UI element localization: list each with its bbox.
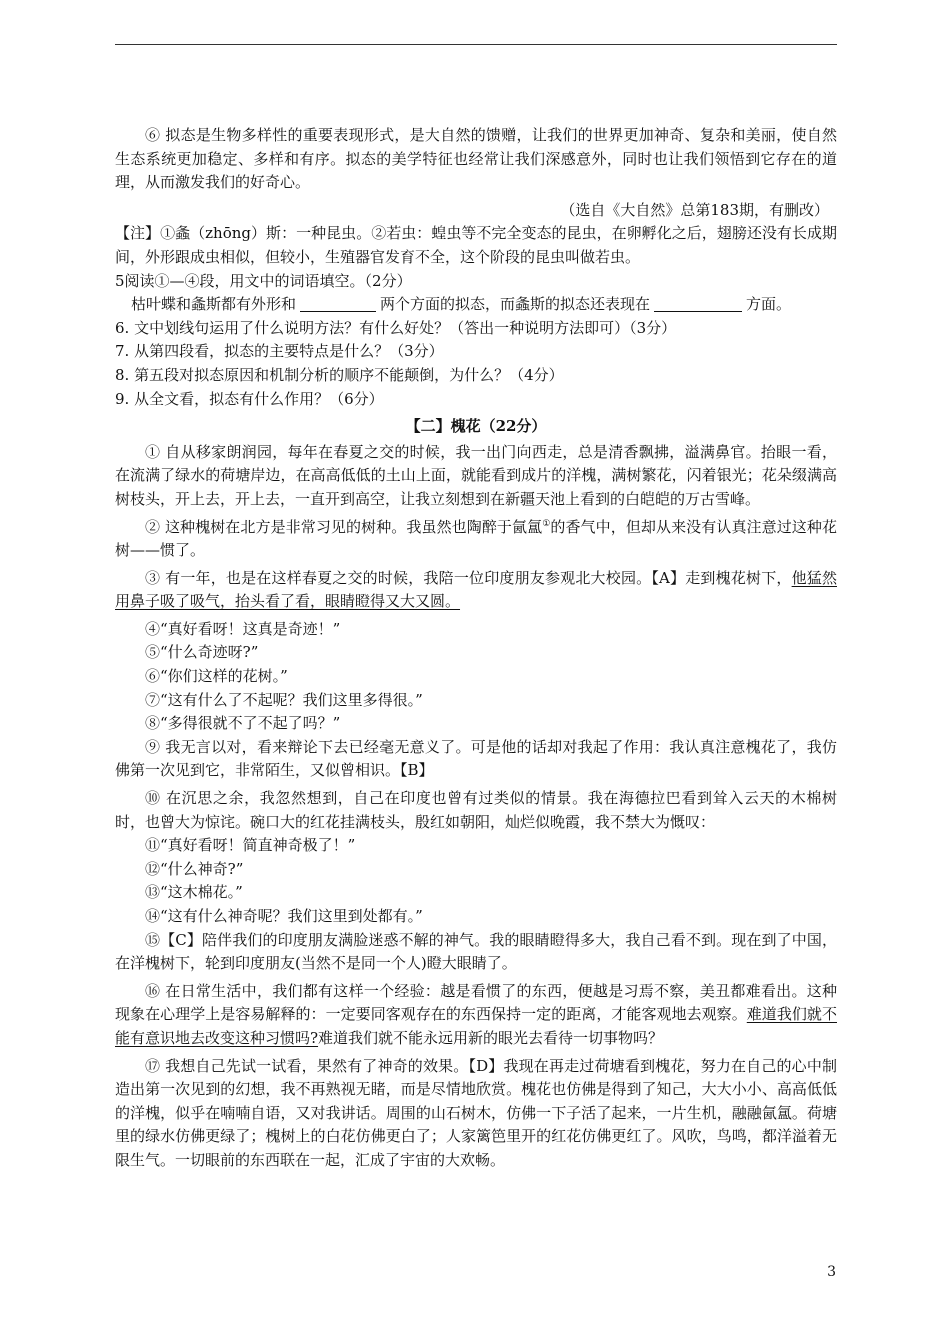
article-paragraph-2 — [115, 516, 837, 563]
paragraph-2-text: ② 这种槐树在北方是非常习见的树种。我虽然也陶醉于氤氲 — [145, 517, 543, 536]
question-9: 9. 从全文看，拟态有什么作用？（6分） — [115, 389, 384, 408]
footnote: 【注】①螽（zhōng）斯：一种昆虫。②若虫：蝗虫等不完全变态的昆虫，在卵孵化之后，翅膀还没有长成期间，外形跟成虫相似，但较小，生殖器官发育不全，这个阶段的昆虫叫做若虫。 — [115, 224, 837, 266]
paragraph-6: ⑥ 拟态是生物多样性的重要表现形式，是大自然的馈赠，让我们的世界更加神奇、复杂和美丽，使自然生态系统更加稳定、多样和有序。拟态的美学特征也经常让我们深感意外，同时也让我们领悟到它存在的道理，从而激发我们的好奇心。 — [115, 126, 837, 192]
page-body — [115, 124, 837, 1173]
question-5-fill-line — [115, 293, 837, 317]
section-title: 【二】槐花（22分） — [405, 417, 547, 436]
article-paragraph-14: ⑭“这有什么神奇呢？我们这里到处都有。” — [145, 907, 423, 925]
answer-blank-1[interactable] — [300, 296, 376, 312]
article-paragraph-13: ⑬“这木棉花。” — [145, 883, 243, 902]
paragraph-2-text-cont: 的香气中，但却从来没有认真注意过这种花树——惯了。 — [115, 517, 837, 560]
article-paragraph-16 — [115, 980, 837, 1051]
article-paragraph-17: ⑰ 我想自己先试一试看，果然有了神奇的效果。【D】我现在再走过荷塘看到槐花，努力在自己的心中制造出第一次见到的幻想，我不再熟视无睹，而是尽情地欣赏。槐花也仿佛是得到了知己，大大小小、高高低低的洋槐，似乎在喃喃自语，又对我讲话。周围的山石树木，仿佛一下子活了起来，一片生机，融融氤氲。荷塘里的绿水仿佛更绿了；槐树上的白花仿佛更白了；人家篱笆里开的红花仿佛更红了。风吹，鸟鸣，都洋溢着无限生气。一切眼前的东西联在一起，汇成了宇宙的大欢畅。 — [115, 1056, 837, 1169]
paragraph-3-text: ③ 有一年，也是在这样春夏之交的时候，我陪一位印度朋友参观北大校园。【A】走到槐花树下， — [145, 568, 792, 587]
question-6: 6. 文中划线句运用了什么说明方法？有什么好处？（答出一种说明方法即可）（3分） — [115, 318, 677, 337]
fill-text-b: 两个方面的拟态，而螽斯的拟态还表现在 — [380, 295, 651, 314]
article-paragraph-5: ⑤“什么奇迹呀?” — [145, 643, 259, 662]
fill-text-c: 方面。 — [746, 295, 792, 314]
paragraph-16-text-cont: 难道我们就不能永远用新的眼光去看待一切事物吗？ — [318, 1028, 664, 1047]
article-paragraph-11: ⑪“真好看呀！简直神奇极了！” — [145, 836, 356, 855]
answer-blank-2[interactable] — [654, 296, 742, 312]
article-paragraph-10: ⑩ 在沉思之余，我忽然想到，自己在印度也曾有过类似的情景。我在海德拉巴看到耸入云天的木棉树时，也曾大为惊诧。碗口大的红花挂满枝头，殷红如朝阳，灿烂似晚霞，我不禁大为慨叹： — [115, 789, 837, 831]
underlined-sentence-b: 难道我们就不能有意识地去改变这种习惯吗? — [115, 1005, 837, 1047]
header-rule — [115, 44, 837, 45]
article-paragraph-3 — [115, 567, 837, 614]
article-paragraph-1: ① 自从移家朗润园，每年在春夏之交的时候，我一出门向西走，总是清香飘拂，溢满鼻官。抬眼一看，在流满了绿水的荷塘岸边，在高高低低的土山上面，就能看到成片的洋槐，满树繁花，闪着银光；花朵缀满高树枝头，开上去，开上去，一直开到高空，让我立刻想到在新疆天池上看到的白皑皑的万古雪峰。 — [115, 442, 837, 508]
article-paragraph-4: ④“真好看呀！这真是奇迹！” — [145, 619, 341, 638]
article-paragraph-7: ⑦“这有什么了不起呢？我们这里多得很。” — [145, 690, 423, 709]
footnote-marker: ① — [542, 518, 551, 529]
article-paragraph-12: ⑫“什么神奇?” — [145, 859, 244, 878]
fill-text-a: 枯叶蝶和螽斯都有外形和 — [131, 295, 297, 314]
article-paragraph-15: ⑮【C】陪伴我们的印度朋友满脸迷惑不解的神气。我的眼睛瞪得多大，我自己看不到。现在到了中国，在洋槐树下，轮到印度朋友(当然不是同一个人)瞪大眼睛了。 — [115, 930, 837, 973]
source-citation: （选自《大自然》总第183期，有删改） — [560, 200, 829, 219]
question-8: 8. 第五段对拟态原因和机制分析的顺序不能颠倒，为什么？（4分） — [115, 365, 564, 384]
article-paragraph-6: ⑥“你们这样的花树。” — [145, 667, 288, 686]
page-number: 3 — [827, 1264, 836, 1280]
underlined-sentence-a: 他猛然用鼻子吸了吸气，抬头看了看，眼睛瞪得又大又圆。 — [115, 568, 837, 611]
paragraph-16-text: ⑯ 在日常生活中，我们都有这样一个经验：越是看惯了的东西，便越是习焉不察，美丑都难看出。这种现象在心理学上是容易解释的：一定要同客观存在的东西保持一定的距离，才能客观地去观察。 — [115, 981, 837, 1024]
article-paragraph-9: ⑨ 我无言以对，看来辩论下去已经毫无意义了。可是他的话却对我起了作用：我认真注意槐花了，我仿佛第一次见到它，非常陌生，又似曾相识。【B】 — [115, 737, 837, 780]
question-7: 7. 从第四段看，拟态的主要特点是什么？（3分） — [115, 342, 444, 361]
question-5: 5阅读①—④段，用文中的词语填空。（2分） — [115, 271, 412, 290]
article-paragraph-8: ⑧“多得很就不了不起了吗？” — [145, 714, 341, 733]
